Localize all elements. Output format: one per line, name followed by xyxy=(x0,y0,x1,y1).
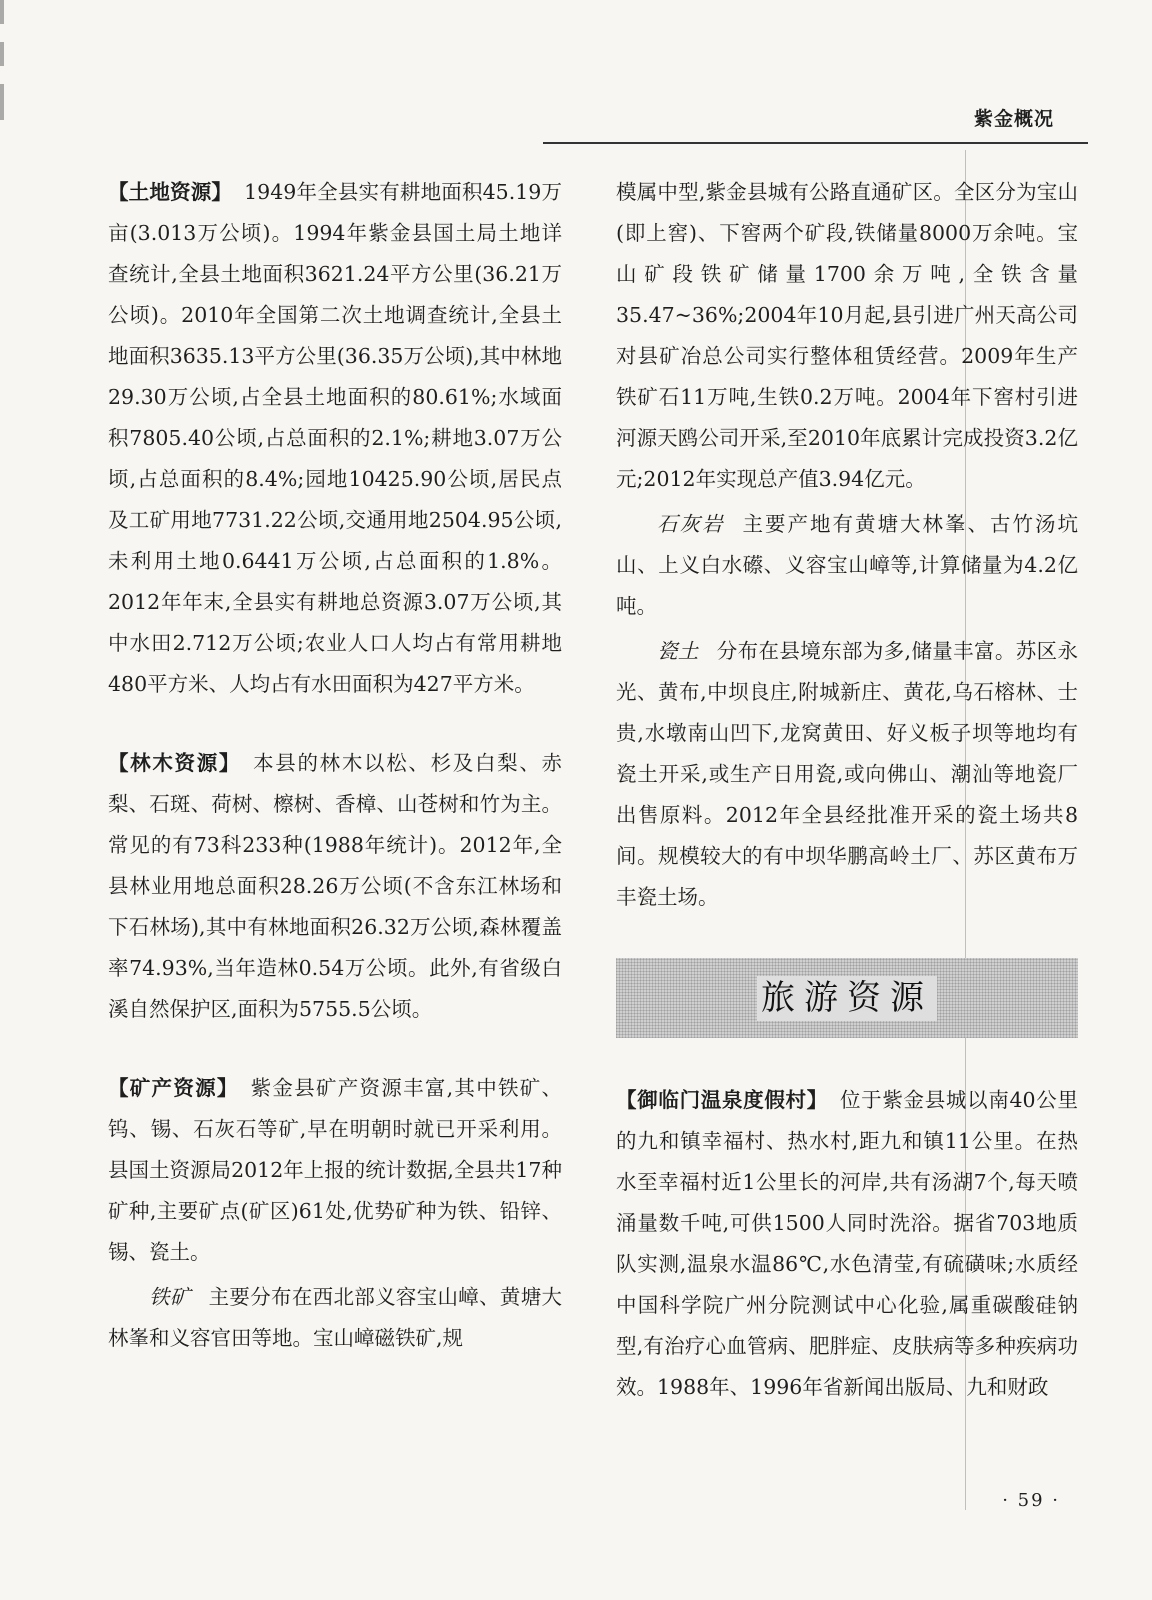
left-column xyxy=(108,172,562,1359)
forest-resources-title: 【林木资源】 xyxy=(108,751,242,775)
limestone-text: 主要产地有黄塘大林峯、古竹汤坑山、上义白水礤、义容宝山嶂等,计算储量为4.2亿吨。 xyxy=(616,512,1078,618)
iron-ore-paragraph xyxy=(108,1277,562,1359)
mineral-resources-paragraph xyxy=(108,1068,562,1273)
binding-edge-mark xyxy=(0,0,4,120)
land-resources-text: 1949年全县实有耕地面积45.19万亩(3.013万公顷)。1994年紫金县国土局土地详查统计,全县土地面积3621.24平方公里(36.21万公顷)。2010年全国第二次土地调查统计,全县土地面积3635.13平方公里(36.35万公顷),其中林地29.30万公顷,占全县土地面积的80.61%;水域面积7805.40公顷,占总面积的2.1%;耕地3.07万公顷,占总面积的8.4%;园地10425.90公顷,居民点及工矿用地7731.22公顷,交通用地2504.95公顷,未利用土地0.6441万公顷,占总面积的1.8%。2012年年末,全县实有耕地总资源3.07万公顷,其中水田2.712万公顷;农业人口人均占有常用耕地480平方米、人均占有水田面积为427平方米。 xyxy=(108,180,562,696)
paragraph-gap xyxy=(108,705,562,743)
mineral-resources-title: 【矿产资源】 xyxy=(108,1076,239,1100)
limestone-paragraph xyxy=(616,504,1078,627)
tourism-section-banner xyxy=(616,958,1078,1038)
paragraph-gap xyxy=(108,1030,562,1068)
forest-resources-paragraph xyxy=(108,743,562,1030)
iron-ore-label: 铁矿 xyxy=(149,1285,191,1309)
limestone-label: 石灰岩 xyxy=(657,512,725,536)
hot-spring-resort-title: 【御临门温泉度假村】 xyxy=(616,1088,828,1112)
page-number: · 59 · xyxy=(1002,1490,1060,1511)
porcelain-clay-label: 瓷土 xyxy=(657,639,699,663)
land-resources-paragraph xyxy=(108,172,562,705)
hot-spring-resort-text: 位于紫金县城以南40公里的九和镇幸福村、热水村,距九和镇11公里。在热水至幸福村近1公里长的河岸,共有汤湖7个,每天喷涌量数千吨,可供1500人同时洗浴。据省703地质队实测,温泉水温86℃,水色清莹,有硫磺味;水质经中国科学院广州分院测试中心化验,属重碳酸硅钠型,有治疗心血管病、肥胖症、皮肤病等多种疾病功效。1988年、1996年省新闻出版局、九和财政 xyxy=(616,1088,1078,1399)
right-column xyxy=(616,172,1078,1408)
header-rule xyxy=(543,142,1088,144)
porcelain-clay-paragraph xyxy=(616,631,1078,918)
hot-spring-resort-paragraph xyxy=(616,1080,1078,1408)
mineral-resources-text: 紫金县矿产资源丰富,其中铁矿、钨、锡、石灰石等矿,早在明朝时就已开采利用。县国土资源局2012年上报的统计数据,全县共17种矿种,主要矿点(矿区)61处,优势矿种为铁、铅锌、锡、瓷土。 xyxy=(108,1076,563,1264)
iron-ore-continued-paragraph: 模属中型,紫金县城有公路直通矿区。全区分为宝山(即上窖)、下窖两个矿段,铁储量8000万余吨。宝山矿段铁矿储量1700余万吨,全铁含量35.47~36%;2004年10月起,县引进广州天高公司对县矿冶总公司实行整体租赁经营。2009年生产铁矿石11万吨,生铁0.2万吨。2004年下窖村引进河源天鸥公司开采,至2010年底累计完成投资3.2亿元;2012年实现总产值3.94亿元。 xyxy=(616,180,1078,491)
land-resources-title: 【土地资源】 xyxy=(108,180,233,204)
forest-resources-text: 本县的林木以松、杉及白梨、赤梨、石斑、荷树、檫树、香樟、山苍树和竹为主。常见的有73科233种(1988年统计)。2012年,全县林业用地总面积28.26万公顷(不含东江林场和下石林场),其中有林地面积26.32万公顷,森林覆盖率74.93%,当年造林0.54万公顷。此外,有省级白溪自然保护区,面积为5755.5公顷。 xyxy=(108,751,563,1021)
running-header-title: 紫金概况 xyxy=(973,108,1054,130)
tourism-section-title: 旅游资源 xyxy=(757,976,937,1021)
porcelain-clay-text: 分布在县境东部为多,储量丰富。苏区永光、黄布,中坝良庄,附城新庄、黄花,乌石榕林、士贵,水墩南山凹下,龙窝黄田、好义板子坝等地均有瓷土开采,或生产日用瓷,或向佛山、潮汕等地瓷厂出售原料。2012年全县经批准开采的瓷土场共8间。规模较大的有中坝华鹏高岭土厂、苏区黄布万丰瓷土场。 xyxy=(616,639,1079,909)
iron-ore-text: 主要分布在西北部义容宝山嶂、黄塘大林峯和义容官田等地。宝山嶂磁铁矿,规 xyxy=(108,1285,563,1350)
